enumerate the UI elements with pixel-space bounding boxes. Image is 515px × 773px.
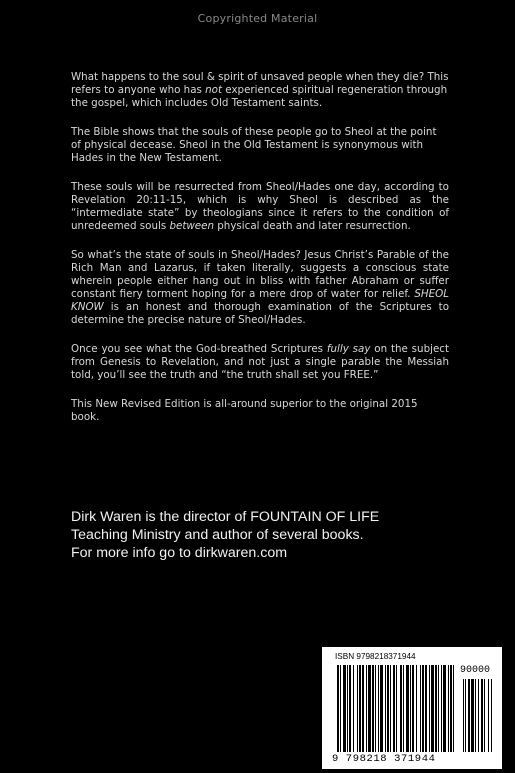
blurb-paragraph-2: The Bible shows that the souls of these people go to Sheol at the point of physical decease. Sheol in the Old Testament is synonymous with Hades in the New Testament. [71, 126, 437, 164]
author-bio-line-2: Teaching Ministry and author of several books. [71, 527, 364, 543]
blurb-paragraph-4: So what’s the state of souls in Sheol/Hades? Jesus Christ’s Parable of the Rich Man and Lazarus, if taken literally, suggests a conscious state wherein people either hang out in bliss with father Abraham or suffer constant fiery torment hoping for a mere drop of water for relief. SHEOL KNOW is an honest and thorough examination of the Scriptures to determine the precise nature of Sheol/Hades. [71, 249, 449, 326]
blurb-paragraph-5: Once you see what the God-breathed Scriptures fully say on the subject from Genesis to Revelation, and not just a single parable the Messiah told, you’ll see the truth and “the truth shall set you FREE.” [71, 343, 450, 381]
author-bio-line-3: For more info go to dirkwaren.com [71, 545, 288, 561]
blurb-paragraph-1: What happens to the soul & spirit of unsaved people when they die? This refers to anyone who has not experienced spiritual regeneration through the gospel, which includes Old Testament saints. [71, 71, 449, 109]
author-bio [71, 508, 471, 562]
barcode-bars [337, 665, 493, 752]
barcode-digits: 9 798218 371944 [332, 753, 436, 765]
isbn-label: ISBN 9798218371944 [335, 652, 416, 661]
author-bio-line-1: Dirk Waren is the director of FOUNTAIN OF LIFE [71, 509, 380, 525]
blurb-paragraph-6: This New Revised Edition is all-around superior to the original 2015 book. [71, 398, 418, 423]
copyright-watermark: Copyrighted Material [197, 12, 318, 25]
barcode-addon-number: 90000 [460, 665, 491, 676]
isbn-barcode [322, 647, 502, 769]
blurb-paragraph-3: These souls will be resurrected from Sheol/Hades one day, according to Revelation 20:11-15, which is why Sheol is described as the “intermediate state” by theologians since it refers to the condition of unredeemed souls between physical death and later resurrection. [71, 181, 449, 232]
back-cover-blurb [71, 71, 449, 440]
